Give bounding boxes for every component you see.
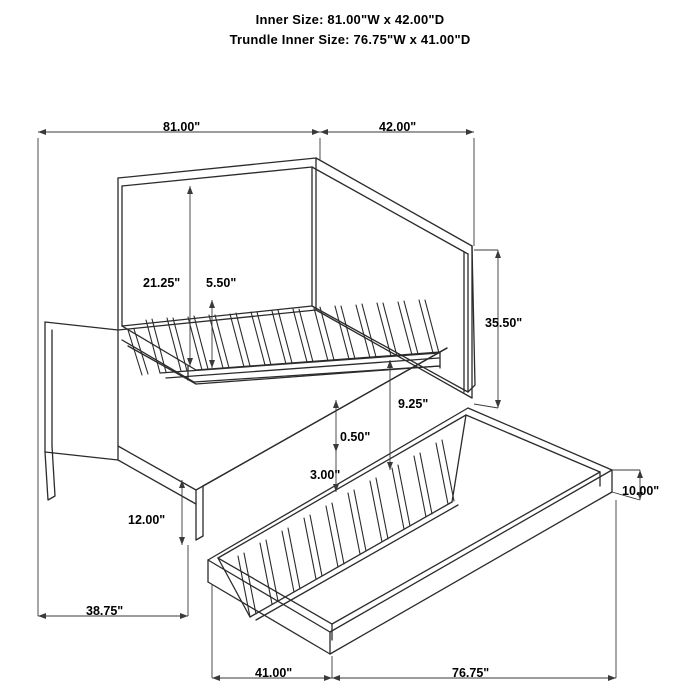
dim-label-slat-rail-height: 5.50" xyxy=(206,276,237,290)
header-trundle-inner-size: Trundle Inner Size: 76.75"W x 41.00"D xyxy=(229,32,471,47)
dim-label-deck-height: 9.25" xyxy=(398,397,429,411)
dim-label-trundle-clearance: 3.00" xyxy=(310,468,341,482)
dim-label-overall-height: 35.50" xyxy=(485,316,523,330)
dim-label-backrest-height: 21.25" xyxy=(143,276,181,290)
dim-label-top-width-right: 42.00" xyxy=(379,120,417,134)
dim-label-trundle-depth: 41.00" xyxy=(255,666,293,680)
dim-label-bed-depth: 38.75" xyxy=(86,604,124,618)
dim-label-leg-height: 12.00" xyxy=(128,513,166,527)
dim-label-trundle-height: 10.00" xyxy=(622,484,660,498)
dim-label-trundle-width: 76.75" xyxy=(452,666,490,680)
dim-label-top-width-left: 81.00" xyxy=(163,120,201,134)
header-inner-size: Inner Size: 81.00"W x 42.00"D xyxy=(255,12,445,27)
dim-label-slat-thickness: 0.50" xyxy=(340,430,371,444)
